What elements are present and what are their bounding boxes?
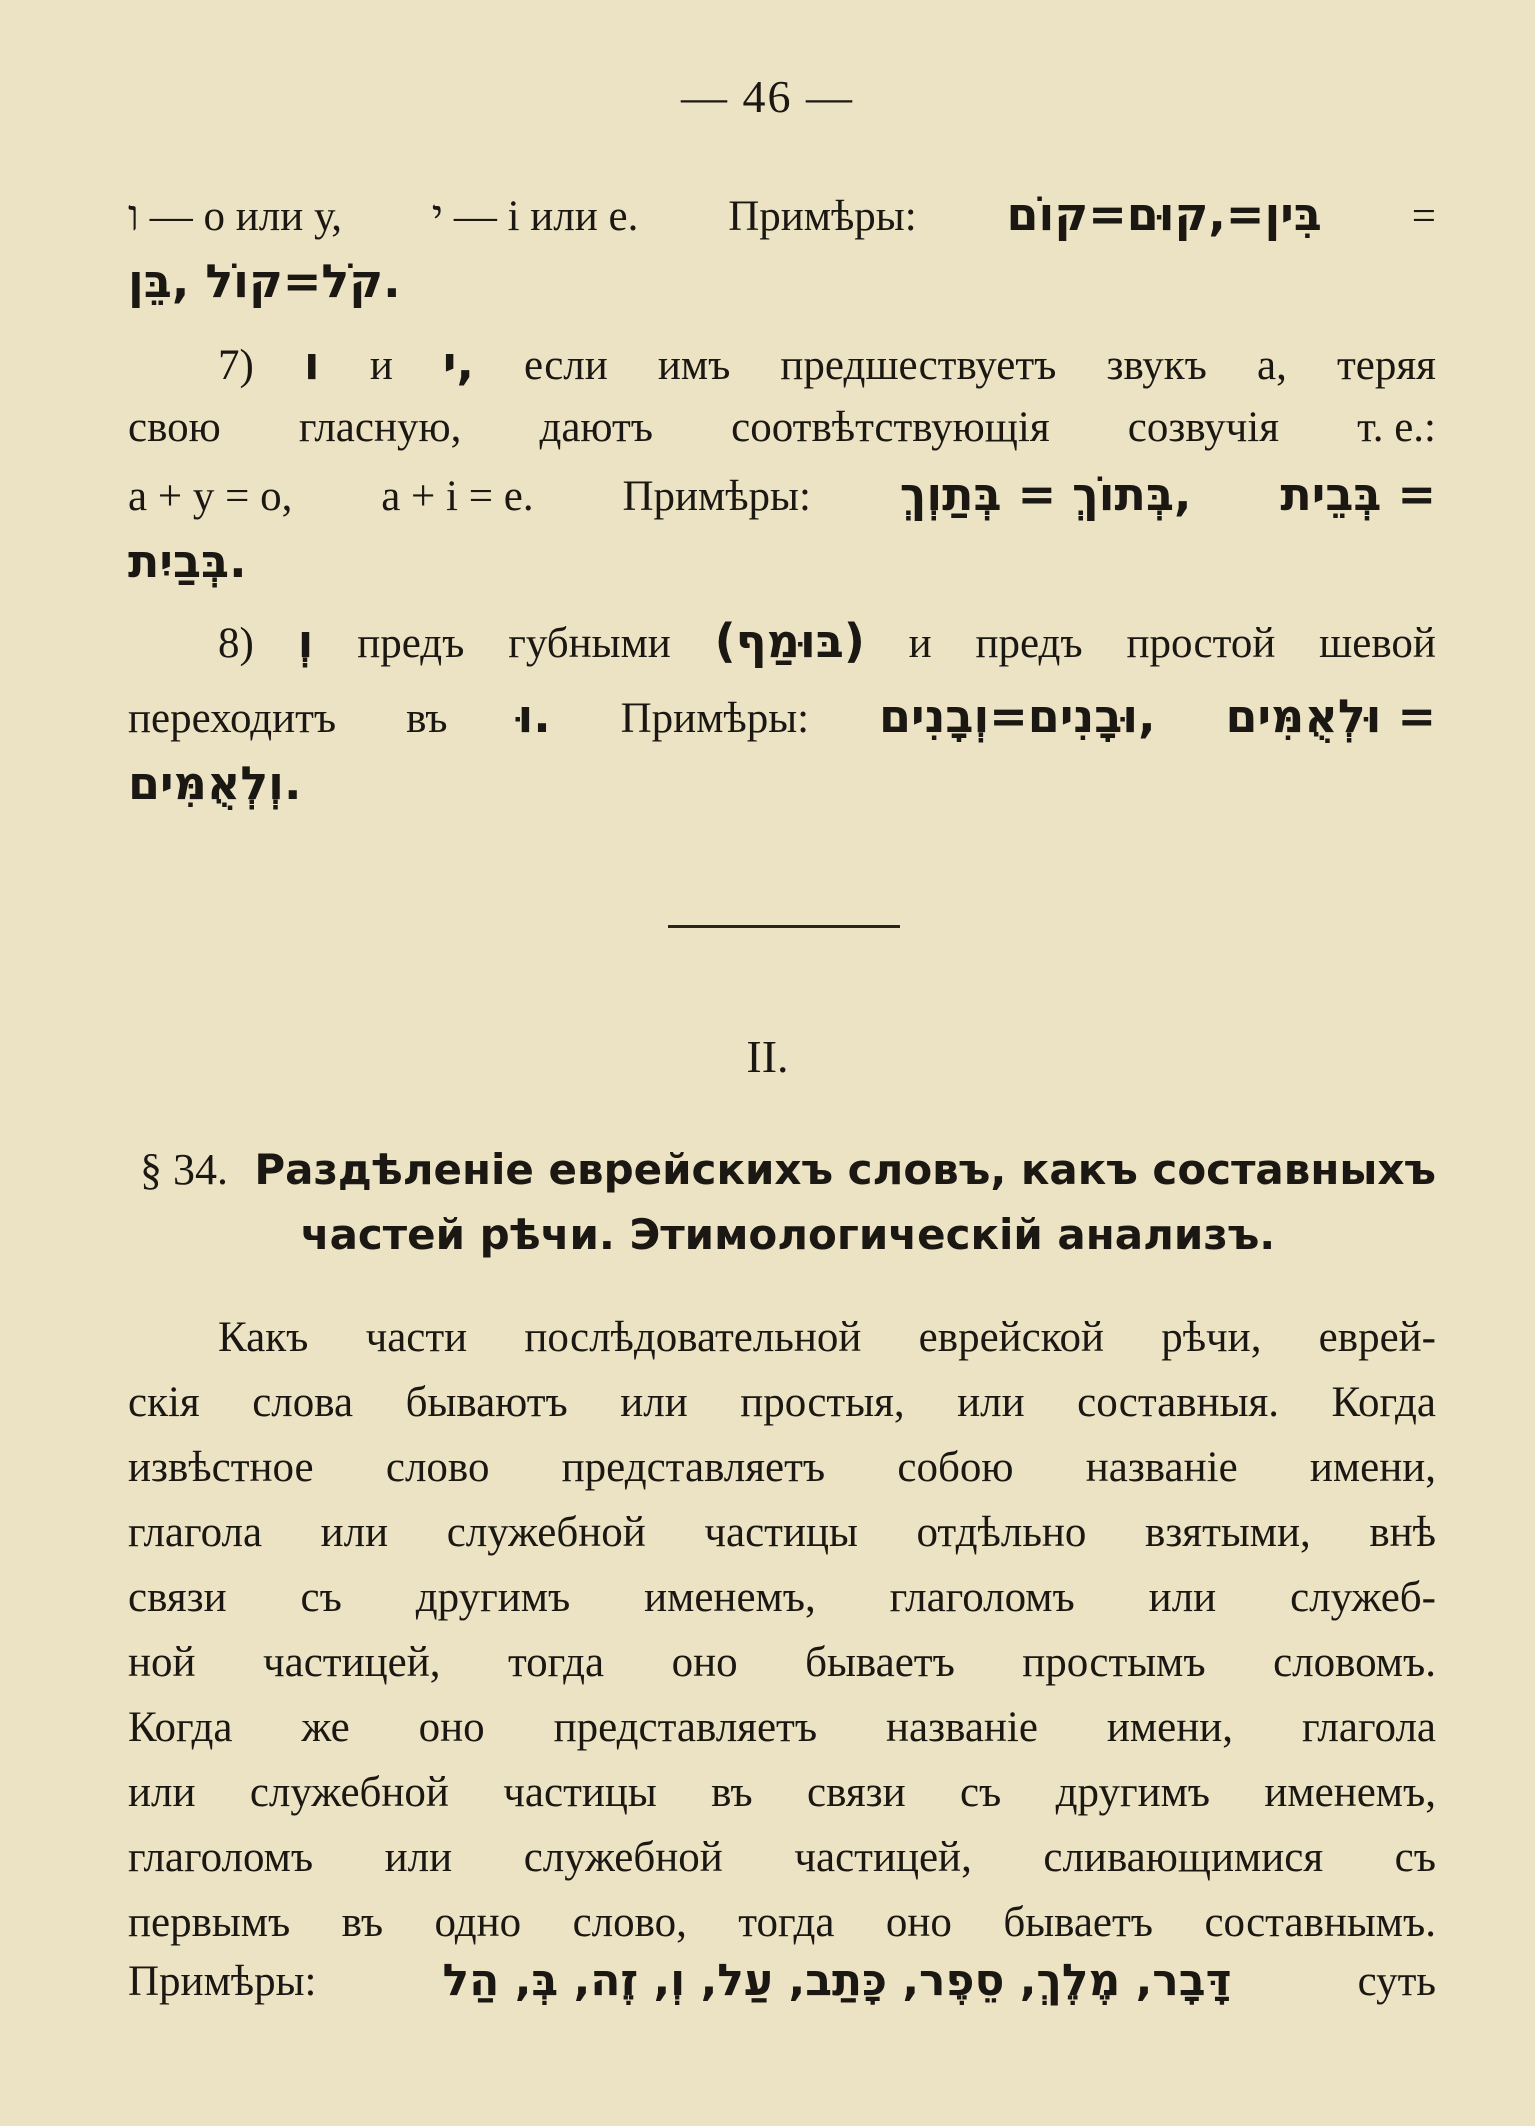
text-line-7 xyxy=(128,610,1436,675)
text-fragment: имъ xyxy=(657,342,731,389)
text-fragment: шевой xyxy=(1319,620,1436,667)
text-fragment: а, xyxy=(1257,342,1287,389)
text-line-1 xyxy=(128,183,1436,248)
hebrew-example: בְּתוֹךְ = בְּתַוְךְ, xyxy=(899,467,1192,521)
hebrew-letter: וְ xyxy=(297,614,314,668)
text-fragment: Примѣры: xyxy=(620,695,810,742)
body-line: глаголомъ или служебной частицей, сливающимися съ xyxy=(128,1834,1436,1881)
hebrew-letter: י, xyxy=(442,336,474,390)
hebrew-example: קֹל=קוֹל ,בֵּן. xyxy=(128,254,401,308)
text-fragment: теряя xyxy=(1336,342,1436,389)
body-line: Когда же оно представляетъ названіе имени, глагола xyxy=(128,1704,1436,1751)
hebrew-example: בִּין=,קוּם=קוֹם xyxy=(1006,187,1322,241)
section-numeral: II. xyxy=(746,1031,789,1082)
body-line: ной частицей, тогда оно бываетъ простымъ словомъ. xyxy=(128,1639,1436,1686)
hebrew-letter: וּ. xyxy=(517,689,551,743)
text-fragment: = xyxy=(1411,193,1436,240)
body-line: Какъ части послѣдовательной еврейской рѣчи, еврей- xyxy=(218,1314,1436,1361)
hebrew-example: (בּוּמַף) xyxy=(714,614,865,668)
text-line-6 xyxy=(128,530,1436,595)
text-fragment: созвучія xyxy=(1127,404,1280,451)
body-line: извѣстное слово представляетъ собою названіе имени, xyxy=(128,1444,1436,1491)
item-number: 8) xyxy=(218,620,254,667)
text-line-3 xyxy=(128,332,1436,397)
text-fragment: ו — о или у, xyxy=(128,193,342,240)
hebrew-example: דָּבָר, מֶלֶךְ, סֵפֶר, כָּתַב, עַל, וְ, זֶה, בְּ, הַל xyxy=(442,1955,1232,2006)
hebrew-example: וְלְאֻמִּים. xyxy=(128,756,302,810)
text-line-2 xyxy=(128,250,1436,315)
section-heading-line-1 xyxy=(140,1140,1436,1200)
text-line-5 xyxy=(128,463,1436,528)
text-line-4 xyxy=(128,397,1436,459)
text-fragment: переходитъ xyxy=(128,695,337,742)
hebrew-example: בְּבַיִת. xyxy=(128,534,247,588)
section-heading-line-2: частей рѣчи. Этимологическій анализъ. xyxy=(300,1210,1276,1259)
text-fragment: соотвѣтствующія xyxy=(731,404,1050,451)
text-fragment: а + і = е. xyxy=(381,473,534,520)
text-fragment: губными xyxy=(508,620,671,667)
text-fragment: звукъ xyxy=(1106,342,1207,389)
text-fragment: въ xyxy=(406,695,448,742)
text-fragment: простой xyxy=(1126,620,1276,667)
text-line-8 xyxy=(128,685,1436,750)
paragraph-sign: § 34. xyxy=(140,1145,228,1194)
text-fragment: י — і или е. xyxy=(431,193,639,240)
text-fragment: и xyxy=(369,342,393,389)
text-line-9 xyxy=(128,752,1436,817)
section-divider xyxy=(668,925,900,928)
text-fragment: т. е.: xyxy=(1357,404,1436,451)
body-line: глагола или служебной частицы отдѣльно взятыми, внѣ xyxy=(128,1509,1436,1556)
item-number: 7) xyxy=(218,342,254,389)
text-fragment: предъ xyxy=(975,620,1083,667)
text-fragment: даютъ xyxy=(539,404,654,451)
text-fragment: а + у = о, xyxy=(128,473,293,520)
body-line: связи съ другимъ именемъ, глаголомъ или служеб- xyxy=(128,1574,1436,1621)
text-fragment: свою xyxy=(128,404,221,451)
text-fragment: Примѣры: xyxy=(622,473,811,520)
text-fragment: суть xyxy=(1357,1958,1436,2005)
body-line: скія слова бываютъ или простыя, или составныя. Когда xyxy=(128,1379,1436,1426)
body-line: или служебной частицы въ связи съ другимъ именемъ, xyxy=(128,1769,1436,1816)
hebrew-letter: ו xyxy=(303,336,320,390)
text-fragment: если xyxy=(524,342,608,389)
text-fragment: Примѣры: xyxy=(728,193,917,240)
hebrew-example: בְּבֵית = xyxy=(1280,467,1436,521)
hebrew-example: וּבָנִים=וְבָנִים, xyxy=(879,689,1156,743)
text-fragment: предшествуетъ xyxy=(780,342,1057,389)
body-last-line xyxy=(128,1950,1436,2013)
heading-text: Раздѣленіе еврейскихъ словъ, какъ составныхъ xyxy=(254,1145,1436,1194)
text-fragment: гласную, xyxy=(298,404,462,451)
body-line: первымъ въ одно слово, тогда оно бываетъ составнымъ. xyxy=(128,1899,1436,1946)
page-number: — 46 — xyxy=(681,71,854,122)
text-fragment: предъ xyxy=(357,620,465,667)
hebrew-example: וּלְאֻמִּים = xyxy=(1225,689,1436,743)
text-fragment: Примѣры: xyxy=(128,1958,317,2005)
text-fragment: и xyxy=(908,620,932,667)
